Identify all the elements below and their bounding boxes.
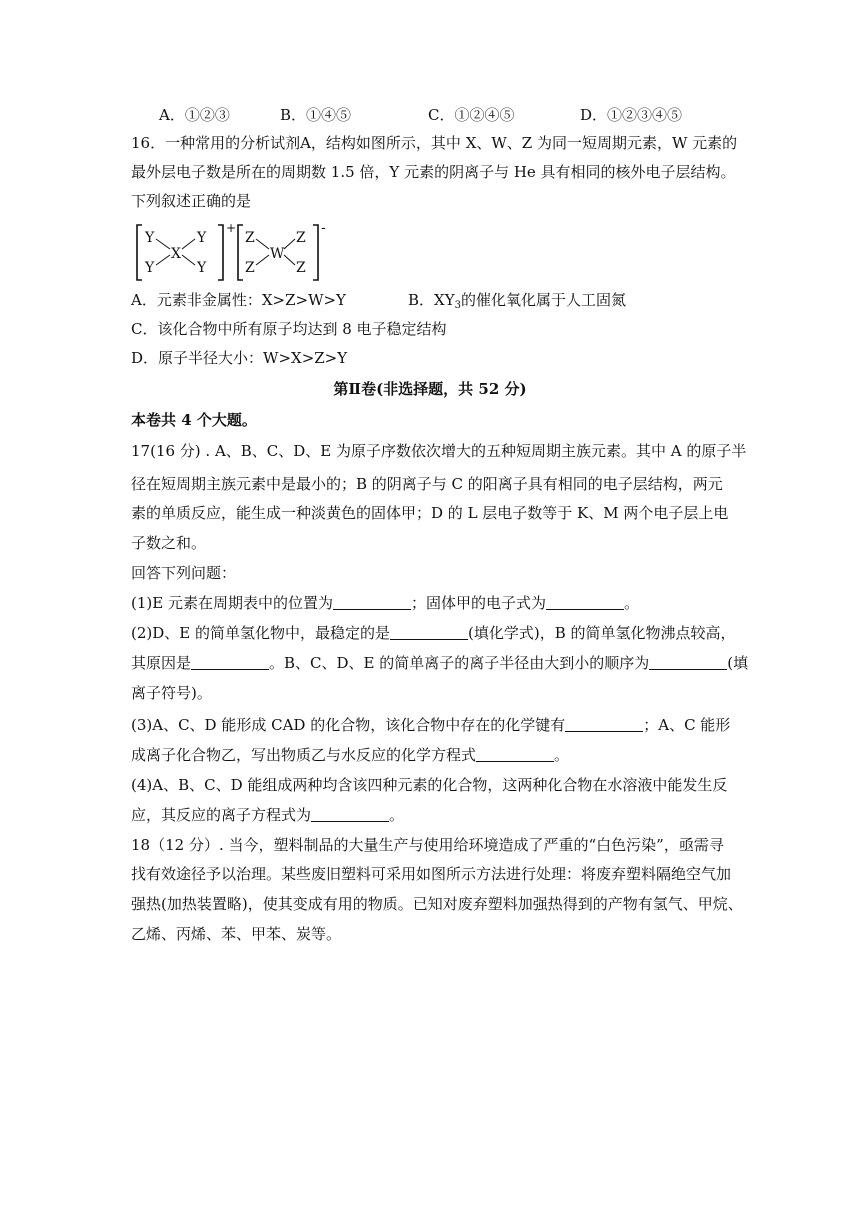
q17-part-2-line-3: 离子符号)。	[131, 684, 212, 702]
cation-y3: Y	[197, 230, 207, 246]
q18-line-3: 强热(加热装置略)，使其变成有用的物质。已知对废弃塑料加强热得到的产物有氢气、甲烷、	[131, 895, 743, 913]
q16-line-1: 16．一种常用的分析试剂A，结构如图所示，其中 X、W、Z 为同一短周期元素，W 元素的	[131, 134, 738, 152]
q17-line-5: 回答下列问题：	[131, 564, 237, 582]
cation-y4: Y	[197, 260, 207, 276]
q16-line-2: 最外层电子数是所在的周期数 1.5 倍，Y 元素的阴离子与 He 具有相同的核外电子层结构。	[131, 163, 736, 181]
anion-charge: -	[321, 222, 326, 236]
answer-blank[interactable]	[311, 808, 389, 822]
q16-option-a: A．元素非金属性：X>Z>W>Y	[131, 291, 346, 309]
q17-part-3-line-2: 成离子化合物乙，写出物质乙与水反应的化学方程式 。	[131, 746, 570, 764]
answer-blank[interactable]	[390, 626, 468, 640]
option-a: A．①②③	[159, 106, 230, 124]
anion-z4: Z	[296, 260, 306, 276]
answer-blank[interactable]	[191, 656, 269, 670]
answer-blank[interactable]	[649, 656, 727, 670]
q18-line-2: 找有效途径予以治理。某些废旧塑料可采用如图所示方法进行处理：将废弃塑料隔绝空气加	[131, 865, 732, 883]
q17-line-2: 径在短周期主族元素中是最小的；B 的阴离子与 C 的阳离子具有相同的电子层结构，两元	[131, 475, 723, 493]
answer-blank[interactable]	[476, 748, 554, 762]
option-b: B．①④⑤	[280, 106, 352, 124]
q17-part-2-line-2: 其原因是 。B、C、D、E 的简单离子的离子半径由大到小的顺序为 (填	[131, 654, 749, 672]
q17-line-4: 子数之和。	[131, 534, 207, 552]
answer-blank[interactable]	[565, 718, 643, 732]
cation-y2: Y	[145, 260, 155, 276]
q17-part-4-line-1: (4)A、B、C、D 能组成两种均含该四种元素的化合物，这两种化合物在水溶液中能发生反	[131, 776, 728, 794]
q17-line-3: 素的单质反应，能生成一种淡黄色的固体甲；D 的 L 层电子数等于 K、M 两个电子层上电	[131, 504, 729, 522]
option-c: C．①②④⑤	[428, 106, 515, 124]
cation-charge: +	[226, 222, 237, 235]
cation-x: X	[171, 246, 181, 262]
cation-y1: Y	[145, 230, 155, 246]
anion-w: W	[270, 246, 285, 262]
section-title: 第Ⅱ卷(非选择题，共 52 分)	[333, 380, 527, 398]
q16-option-b: B．$XY_3$的催化氧化属于人工固氮	[408, 291, 626, 311]
q16-option-c: C．该化合物中所有原子均达到 8 电子稳定结构	[131, 320, 447, 338]
q16-option-d: D．原子半径大小：W>X>Z>Y	[131, 349, 348, 367]
anion-z2: Z	[245, 260, 255, 276]
anion-z1: Z	[245, 230, 255, 246]
section-note: 本卷共 4 个大题。	[131, 411, 257, 429]
q18-line-4: 乙烯、丙烯、苯、甲苯、炭等。	[131, 925, 342, 943]
q17-part-2-line-1: (2)D、E 的简单氢化物中，最稳定的是 (填化学式)，B 的简单氢化物沸点较高，	[131, 624, 736, 642]
q17-part-4-line-2: 应，其反应的离子方程式为 。	[131, 806, 405, 824]
q16-line-3: 下列叙述正确的是	[131, 192, 252, 210]
structure-diagram	[135, 222, 335, 284]
q17-part-3-line-1: (3)A、C、D 能形成 CAD 的化合物，该化合物中存在的化学键有 ；A、C 能形	[131, 716, 731, 734]
q17-part-1: (1)E 元素在周期表中的位置为 ；固体甲的电子式为 。	[131, 594, 639, 612]
q18-line-1: 18（12 分）. 当今，塑料制品的大量生产与使用给环境造成了严重的“白色污染”，亟需寻	[131, 836, 724, 854]
q17-line-1: 17(16 分) . A、B、C、D、E 为原子序数依次增大的五种短周期主族元素。其中 A 的原子半	[131, 442, 747, 460]
answer-blank[interactable]	[546, 596, 624, 610]
option-d: D．①②③④⑤	[580, 106, 683, 124]
anion-z3: Z	[296, 230, 306, 246]
answer-blank[interactable]	[333, 596, 411, 610]
